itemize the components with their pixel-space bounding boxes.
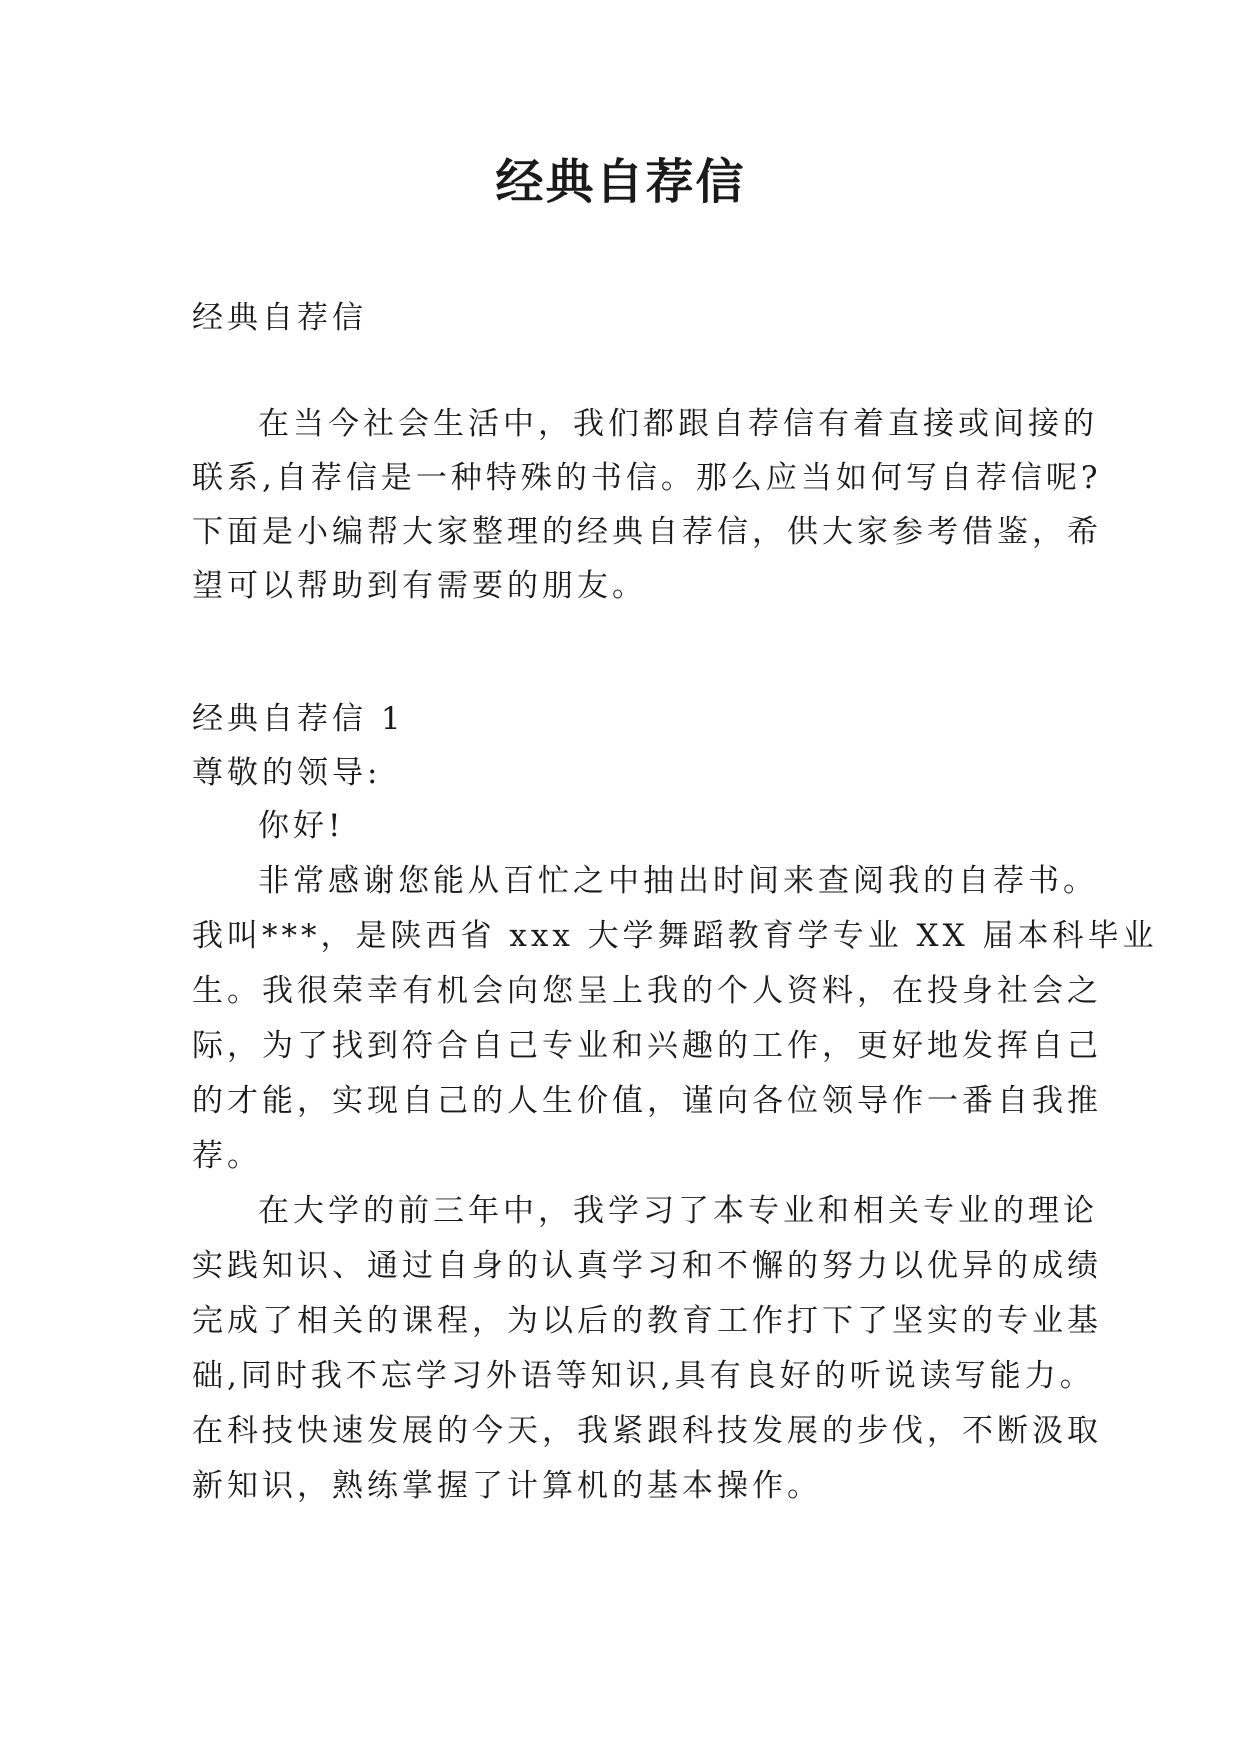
para1-line-4: 际，为了找到符合自己专业和兴趣的工作，更好地发挥自己 [192,1028,1102,1064]
para1-line-2: 我叫***，是陕西省 xxx 大学舞蹈教育学专业 XX 届本科毕业 [192,918,1158,954]
letter1-greeting: 你好! [258,808,345,844]
para1-line-6: 荐。 [192,1138,262,1174]
intro-line-3: 下面是小编帮大家整理的经典自荐信，供大家参考借鉴，希 [192,514,1102,550]
para2-line-1: 在大学的前三年中，我学习了本专业和相关专业的理论 [258,1193,1098,1229]
para1-line-3: 生。我很荣幸有机会向您呈上我的个人资料，在投身社会之 [192,973,1102,1009]
intro-line-2: 联系,自荐信是一种特殊的书信。那么应当如何写自荐信呢? [192,460,1102,496]
para2-line-6: 新知识，熟练掌握了计算机的基本操作。 [192,1468,822,1504]
para1-line-1: 非常感谢您能从百忙之中抽出时间来查阅我的自荐书。 [258,863,1098,899]
para1-line-5: 的才能，实现自己的人生价值，谨向各位领导作一番自我推 [192,1083,1102,1119]
document-title: 经典自荐信 [495,154,746,210]
intro-line-4: 望可以帮助到有需要的朋友。 [192,568,647,604]
para2-line-4: 础,同时我不忘学习外语等知识,具有良好的听说读写能力。 [192,1358,1095,1394]
para2-line-3: 完成了相关的课程，为以后的教育工作打下了坚实的专业基 [192,1303,1102,1339]
document-subtitle: 经典自荐信 [192,300,367,336]
letter1-heading: 经典自荐信 1 [192,701,405,737]
para2-line-2: 实践知识、通过自身的认真学习和不懈的努力以优异的成绩 [192,1248,1102,1284]
intro-line-1: 在当今社会生活中，我们都跟自荐信有着直接或间接的 [258,406,1098,442]
letter1-salutation: 尊敬的领导: [192,755,382,791]
para2-line-5: 在科技快速发展的今天，我紧跟科技发展的步伐，不断汲取 [192,1413,1102,1449]
